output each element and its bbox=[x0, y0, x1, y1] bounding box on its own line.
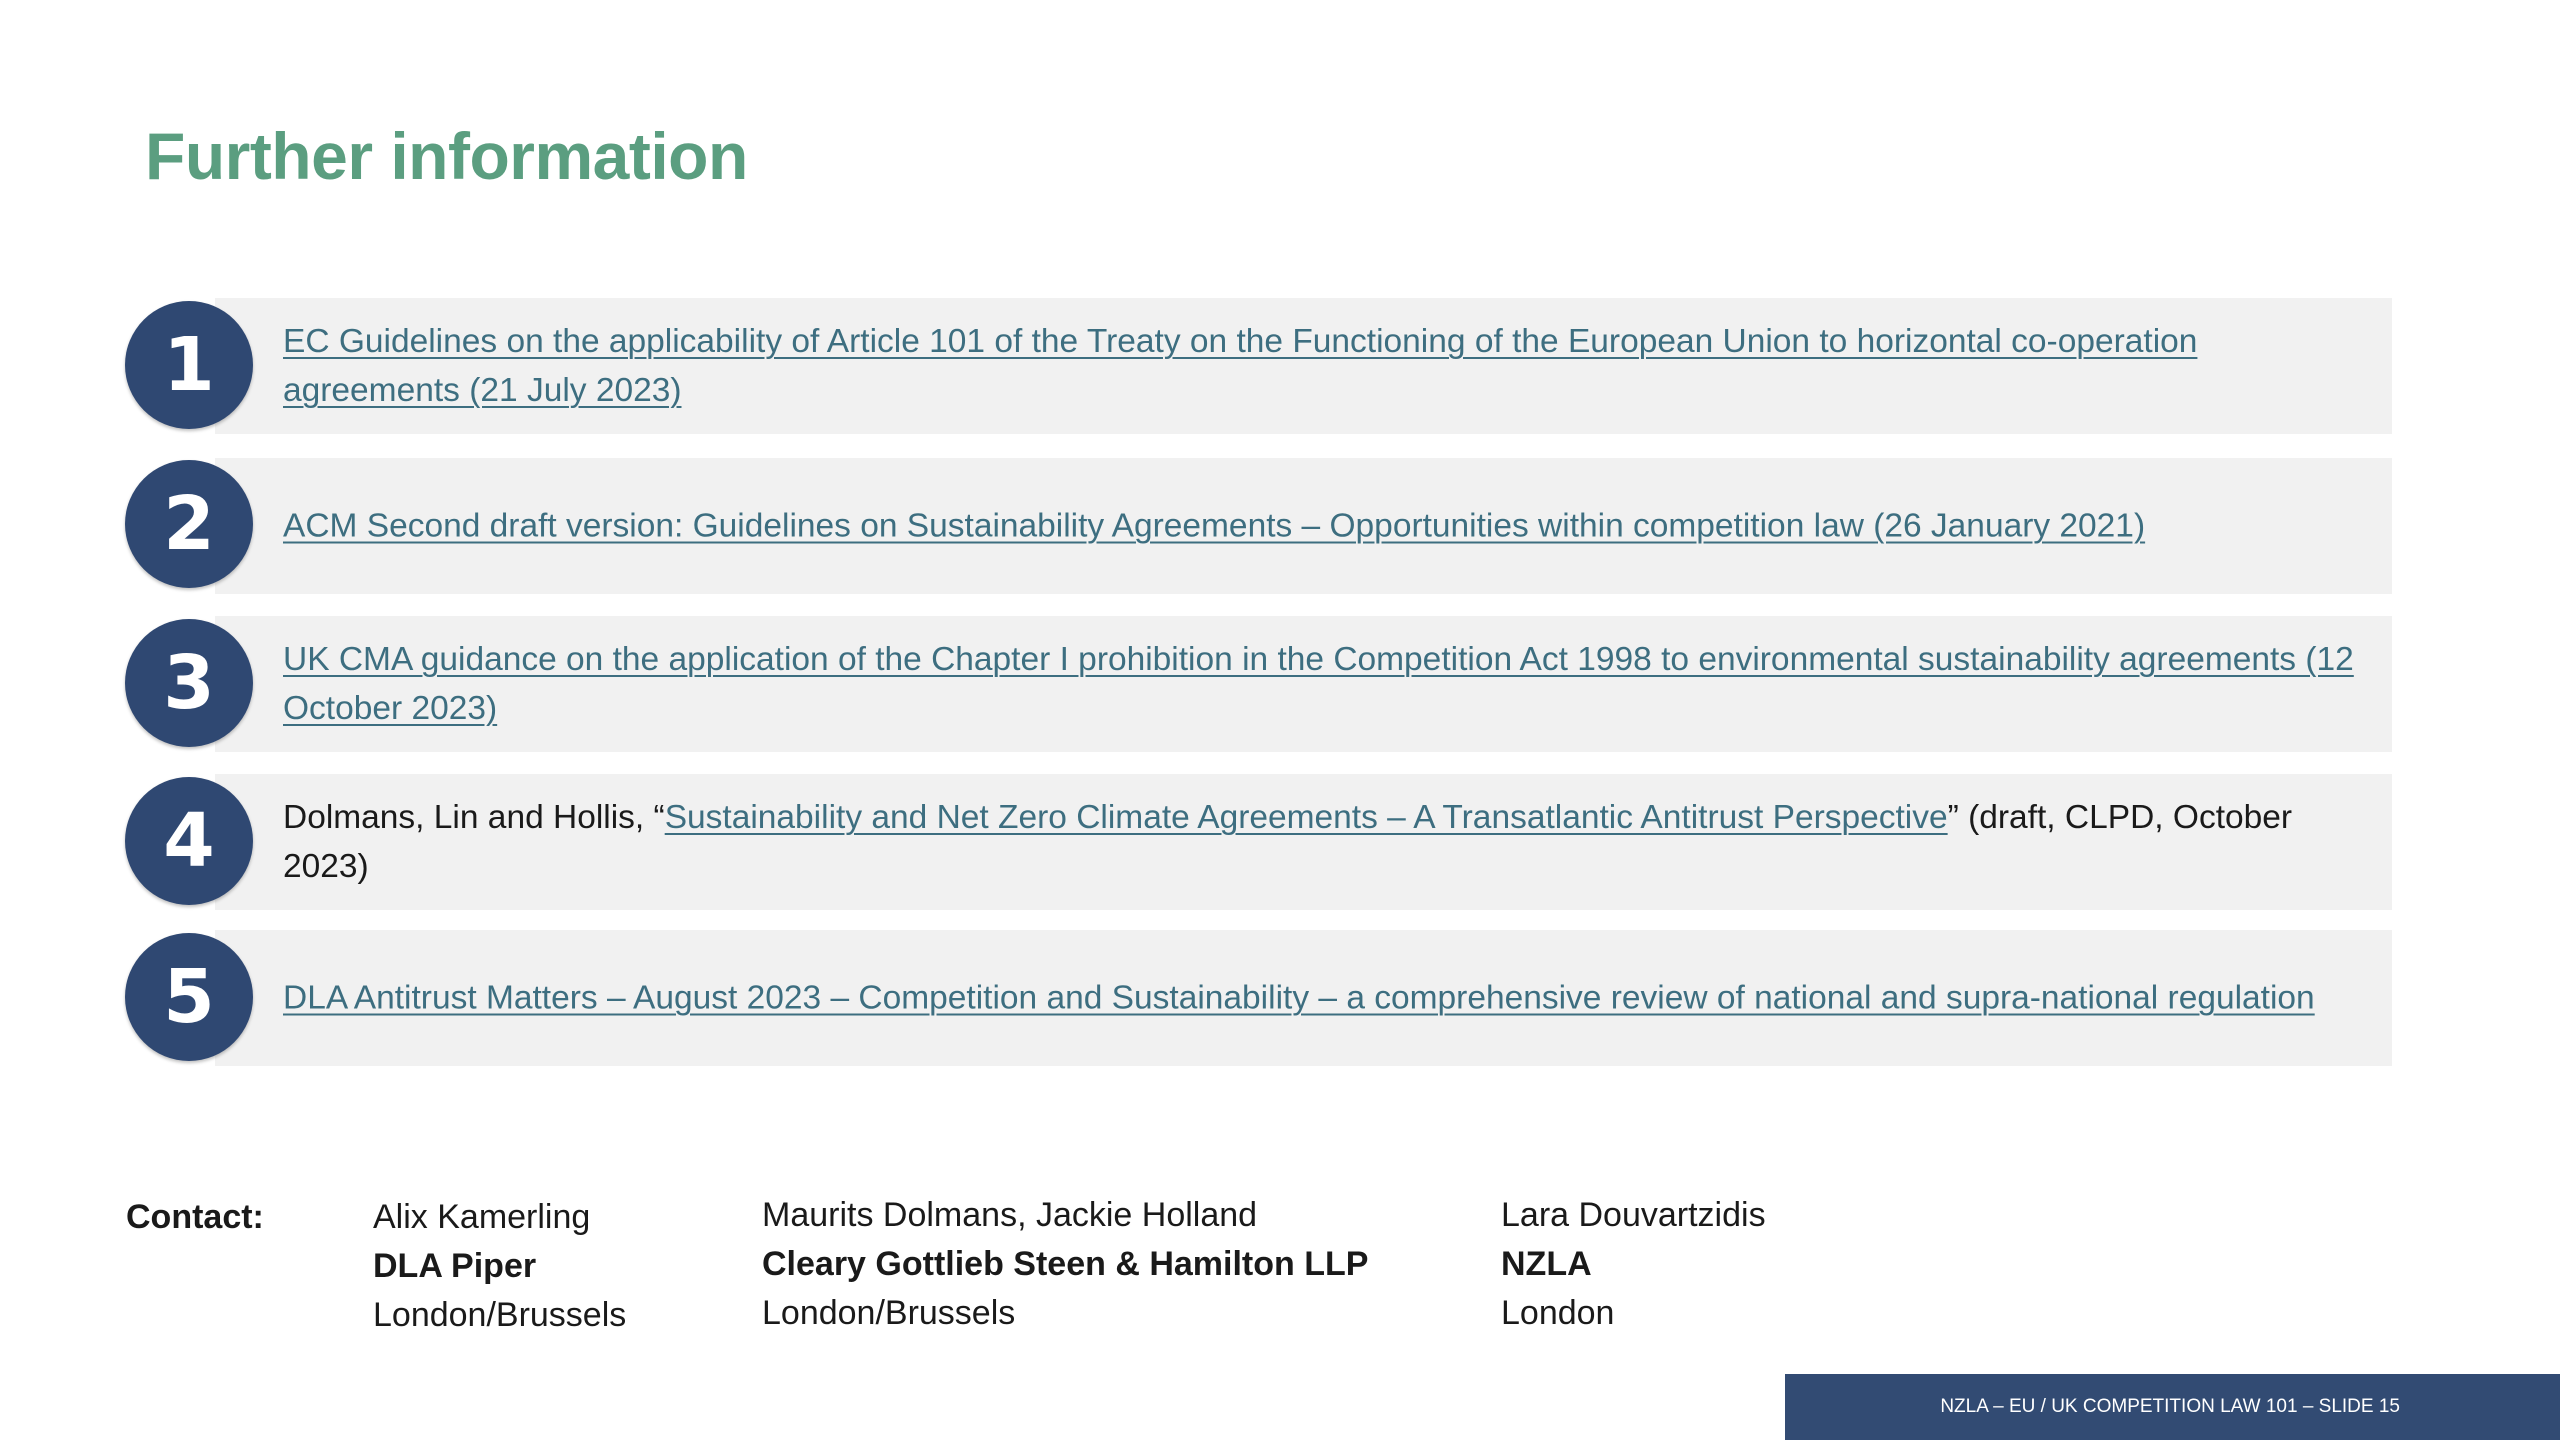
reference-text bbox=[283, 793, 2362, 891]
page-title: Further information bbox=[145, 119, 748, 193]
contact-card-cleary bbox=[762, 1191, 1368, 1338]
contact-location: London bbox=[1501, 1294, 1615, 1332]
reference-item-3 bbox=[215, 616, 2392, 752]
reference-text bbox=[283, 974, 2362, 1023]
reference-item-1 bbox=[215, 298, 2392, 434]
contact-location: London/Brussels bbox=[762, 1294, 1016, 1332]
contact-card-dla bbox=[373, 1193, 626, 1340]
number-badge-2: 2 bbox=[125, 460, 253, 588]
reference-item-2 bbox=[215, 458, 2392, 594]
number-badge-5: 5 bbox=[125, 933, 253, 1061]
reference-link-ec-guidelines[interactable]: EC Guidelines on the applicability of Article 101 of the Treaty on the Functioning of the European Union to horizontal co-operation agreements (21 July 2023) bbox=[283, 323, 2198, 409]
contact-name: Alix Kamerling bbox=[373, 1198, 591, 1236]
reference-link-dolmans-paper[interactable]: Sustainability and Net Zero Climate Agreements – A Transatlantic Antitrust Perspective bbox=[664, 799, 1948, 836]
reference-item-4 bbox=[215, 774, 2392, 910]
slide-footer: NZLA – EU / UK COMPETITION LAW 101 – SLIDE 15 bbox=[1785, 1374, 2560, 1440]
contact-location: London/Brussels bbox=[373, 1296, 627, 1334]
reference-link-dla-antitrust[interactable]: DLA Antitrust Matters – August 2023 – Competition and Sustainability – a comprehensive review of national and supra-national regulation bbox=[283, 979, 2315, 1017]
reference-suffix: ” (draft, CLPD, October 2023) bbox=[283, 799, 2293, 885]
number-badge-3: 3 bbox=[125, 619, 253, 747]
number-badge-4: 4 bbox=[125, 777, 253, 905]
reference-link-acm-draft[interactable]: ACM Second draft version: Guidelines on Sustainability Agreements – Opportunities within competition law (26 January 2021) bbox=[283, 507, 2146, 545]
contact-firm: NZLA bbox=[1501, 1245, 1592, 1283]
contact-firm: DLA Piper bbox=[373, 1247, 537, 1285]
reference-text bbox=[283, 502, 2362, 551]
reference-text bbox=[283, 635, 2362, 733]
contact-label: Contact: bbox=[126, 1198, 264, 1236]
reference-prefix: Dolmans, Lin and Hollis, “ bbox=[283, 799, 665, 836]
contact-name: Maurits Dolmans, Jackie Holland bbox=[762, 1196, 1258, 1234]
number-badge-1: 1 bbox=[125, 301, 253, 429]
reference-item-5 bbox=[215, 930, 2392, 1066]
contact-card-nzla bbox=[1501, 1191, 1766, 1338]
reference-text bbox=[283, 317, 2362, 415]
reference-link-uk-cma[interactable]: UK CMA guidance on the application of the Chapter I prohibition in the Competition Act 1998 to environmental sustainability agreements (12 October 2023) bbox=[283, 641, 2354, 727]
contact-name: Lara Douvartzidis bbox=[1501, 1196, 1766, 1234]
contact-firm: Cleary Gottlieb Steen & Hamilton LLP bbox=[762, 1245, 1369, 1283]
